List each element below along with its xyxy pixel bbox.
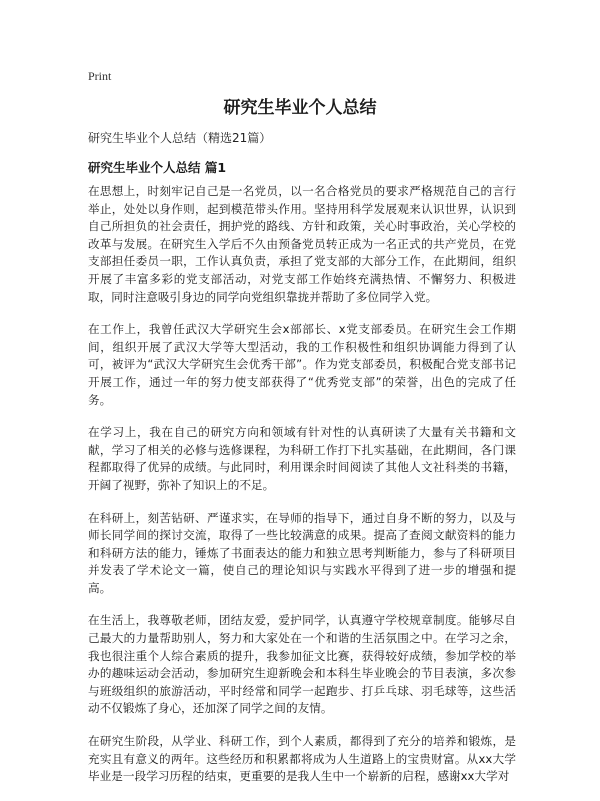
document-body (88, 183, 516, 801)
paragraph-life: 在生活上，我尊敬老师，团结友爱，爱护同学，认真遵守学校规章制度。能够尽自己最大的力量帮助别人，努力和大家处在一个和谐的生活氛围之中。在学习之余，我也很注重个人综合素质的提升，我参加征文比赛，获得较好成绩，参加学校的举办的趣味运动会活动，参加研究生迎新晚会和本科生毕业晚会的节目表演，多次参与班级组织的旅游活动，平时经常和同学一起跑步、打乒乓球、羽毛球等，这些活动不仅锻炼了身心，还加深了同学之间的友情。 (88, 613, 516, 716)
document-subtitle: 研究生毕业个人总结（精选21篇） (88, 131, 272, 145)
paragraph-summary: 在研究生阶段，从学业、科研工作，到个人素质，都得到了充分的培养和锻炼，是充实且有意义的两年。这些经历和积累都将成为人生道路上的宝贵财富。从xx大学毕业是一段学习历程的结束，更重要的是我人生中一个崭新的启程，感谢xx大学对 (88, 734, 516, 784)
paragraph-ideology: 在思想上，时刻牢记自己是一名党员，以一名合格党员的要求严格规范自己的言行举止，处处以身作则，起到模范带头作用。坚持用科学发展观来认识世界，认识到自己所担负的社会责任，拥护党的路线、方针和政策，关心时事政治，关心学校的改革与发展。在研究生入学后不久由预备党员转正成为一名正式的共产党员，在党支部担任委员一职，工作认真负责，承担了党支部的大部分工作，在此期间，组织开展了丰富多彩的党支部活动，对党支部工作始终充满热情、不懈努力、积极进取，同时注意吸引身边的同学向党组织靠拢并帮助了多位同学入党。 (88, 184, 516, 304)
document-title: 研究生毕业个人总结 (223, 98, 377, 118)
paragraph-research: 在科研上，刻苦钻研、严谨求实，在导师的指导下，通过自身不断的努力，以及与师长同学间的探讨交流，取得了一些比较满意的成果。提高了查阅文献资料的能力和科研方法的能力，锤炼了书面表达的能力和独立思考判断能力，参与了科研项目并发表了学术论文一篇，使自己的理论知识与实践水平得到了进一步的增强和提高。 (88, 510, 516, 595)
section-heading: 研究生毕业个人总结 篇1 (88, 160, 227, 175)
paragraph-work: 在工作上，我曾任武汉大学研究生会x部部长、x党支部委员。在研究生会工作期间，组织开展了武汉大学等大型活动，我的工作积极性和组织协调能力得到了认可，被评为“武汉大学研究生会优秀干部”。作为党支部委员，积极配合党支部书记开展工作，通过一年的努力使支部获得了“优秀党支部”的荣誉，出色的完成了任务。 (88, 322, 516, 407)
print-label: Print (88, 69, 112, 83)
paragraph-study: 在学习上，我在自己的研究方向和领域有针对性的认真研读了大量有关书籍和文献，学习了相关的必修与选修课程，为科研工作打下扎实基础，在此期间，各门课程都取得了优异的成绩。与此同时，利用课余时间阅读了其他人文社科类的书籍，开阔了视野，弥补了知识上的不足。 (88, 425, 516, 492)
